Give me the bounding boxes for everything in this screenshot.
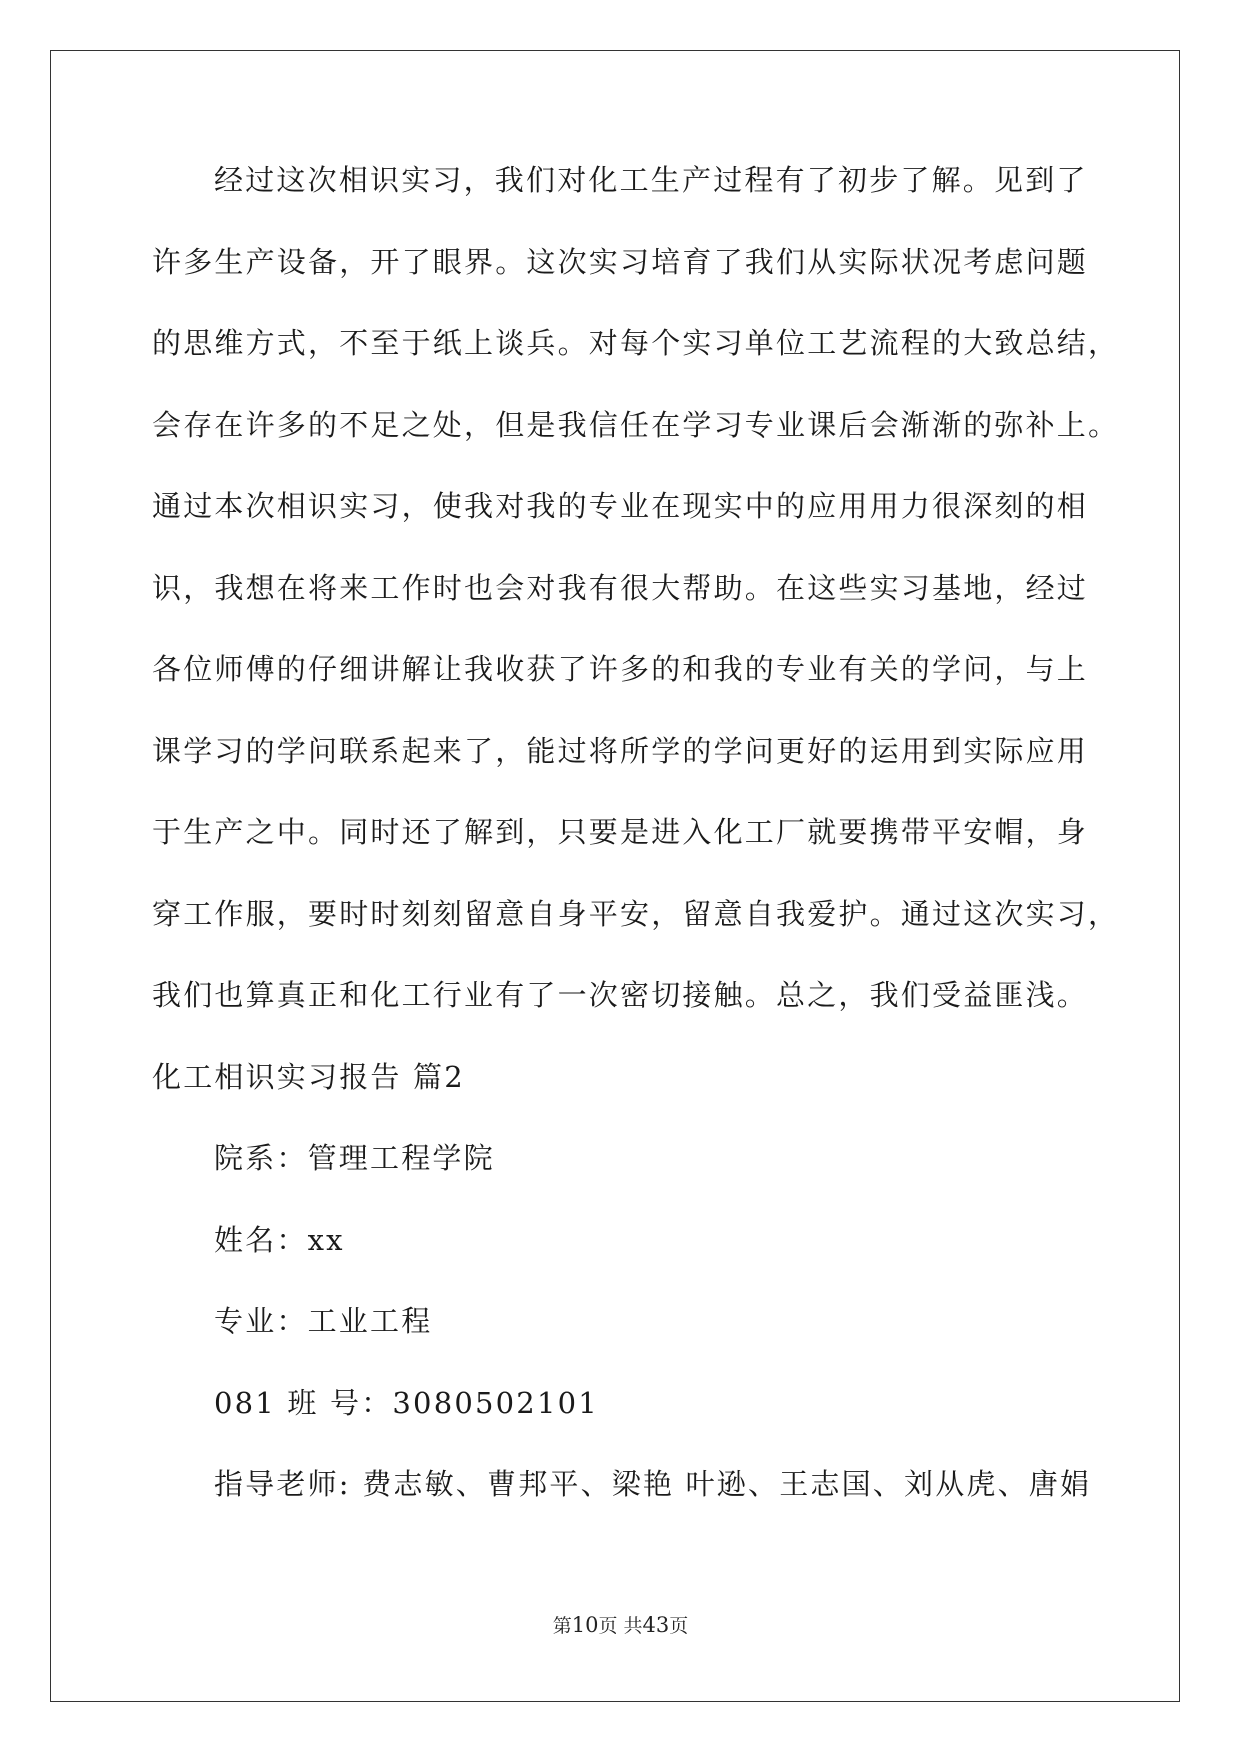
paragraph-line: 于生产之中。同时还了解到，只要是进入化工厂就要携带平安帽，身	[152, 815, 1089, 849]
paragraph-line: 会存在许多的不足之处，但是我信任在学习专业课后会渐渐的弥补上。	[152, 407, 1120, 442]
paragraph-line: 许多生产设备，开了眼界。这次实习培育了我们从实际状况考虑问题	[152, 244, 1089, 279]
page-suffix: 页	[669, 1615, 689, 1637]
paragraph-line: 的思维方式，不至于纸上谈兵。对每个实习单位工艺流程的大致总结，	[152, 326, 1120, 360]
paragraph-line: 课学习的学问联系起来了，能过将所学的学问更好的运用到实际应用	[152, 733, 1089, 768]
total-page-number: 43	[642, 1613, 670, 1637]
department-line: 院系：管理工程学院	[214, 1141, 495, 1175]
advisors-line: 指导老师: 费志敏、曹邦平、梁艳 叶逊、王志国、刘从虎、唐娟	[214, 1467, 1092, 1501]
name-line: 姓名：xx	[214, 1222, 345, 1257]
page-footer	[0, 1611, 1241, 1638]
current-page-number: 10	[571, 1613, 599, 1637]
section-heading: 化工相识实习报告 篇2	[152, 1059, 465, 1094]
document-body	[152, 160, 1120, 1546]
paragraph-line: 识，我想在将来工作时也会对我有很大帮助。在这些实习基地，经过	[152, 570, 1089, 605]
paragraph-line: 各位师傅的仔细讲解让我收获了许多的和我的专业有关的学问，与上	[152, 652, 1089, 686]
paragraph-line: 经过这次相识实习，我们对化工生产过程有了初步了解。见到了	[214, 163, 1088, 197]
page-prefix: 第	[552, 1615, 572, 1637]
paragraph-line: 穿工作服，要时时刻刻留意自身平安，留意自我爱护。通过这次实习，	[152, 896, 1120, 931]
paragraph-line: 通过本次相识实习，使我对我的专业在现实中的应用用力很深刻的相	[152, 489, 1089, 523]
paragraph-line: 我们也算真正和化工行业有了一次密切接触。总之，我们受益匪浅。	[152, 978, 1089, 1012]
major-line: 专业：工业工程	[214, 1304, 433, 1338]
page-mid: 页 共	[598, 1615, 643, 1637]
class-number-line: 081 班 号：3080502101	[214, 1385, 599, 1420]
